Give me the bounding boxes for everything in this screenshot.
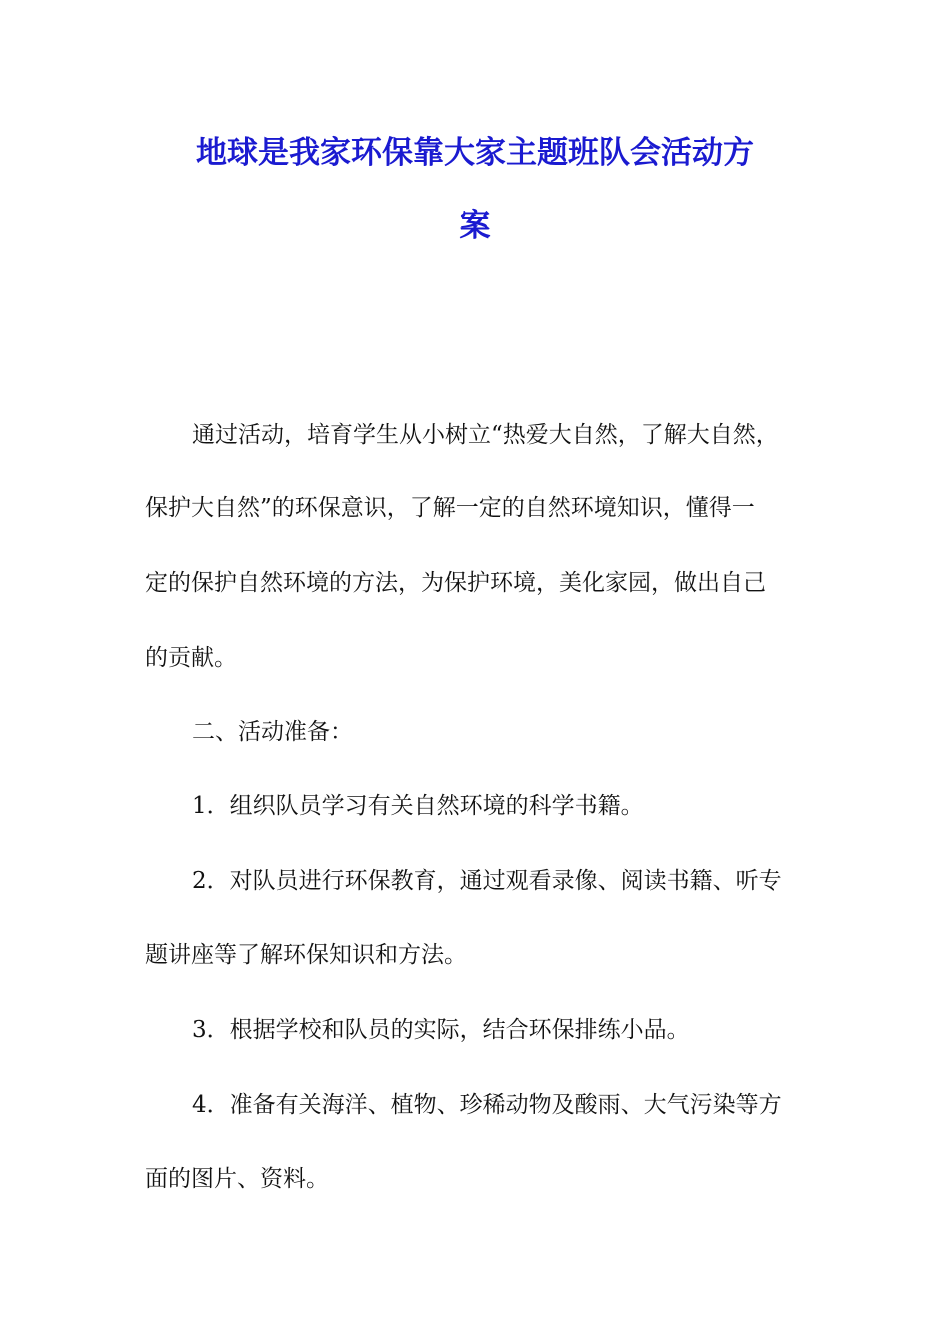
section-heading: 二、活动准备： — [192, 719, 353, 745]
document-title-line-2: 案 — [459, 208, 491, 244]
list-item-continuation: 题讲座等了解环保知识和方法。 — [145, 942, 467, 968]
paragraph-line: 的贡献。 — [145, 645, 237, 671]
document-title-line-1: 地球是我家环保靠大家主题班队会活动方 — [196, 135, 754, 171]
paragraph-line: 保护大自然”的环保意识，了解一定的自然环境知识，懂得一 — [145, 495, 755, 521]
list-item: 2．对队员进行环保教育，通过观看录像、阅读书籍、听专 — [192, 868, 782, 894]
list-item: 1．组织队员学习有关自然环境的科学书籍。 — [192, 793, 644, 819]
list-item: 3．根据学校和队员的实际，结合环保排练小品。 — [192, 1017, 690, 1043]
list-item: 4．准备有关海洋、植物、珍稀动物及酸雨、大气污染等方 — [192, 1092, 782, 1118]
paragraph-line: 定的保护自然环境的方法，为保护环境，美化家园，做出自己 — [145, 570, 766, 596]
paragraph-line: 通过活动，培育学生从小树立“热爱大自然，了解大自然， — [192, 422, 779, 448]
list-item-continuation: 面的图片、资料。 — [145, 1166, 329, 1192]
